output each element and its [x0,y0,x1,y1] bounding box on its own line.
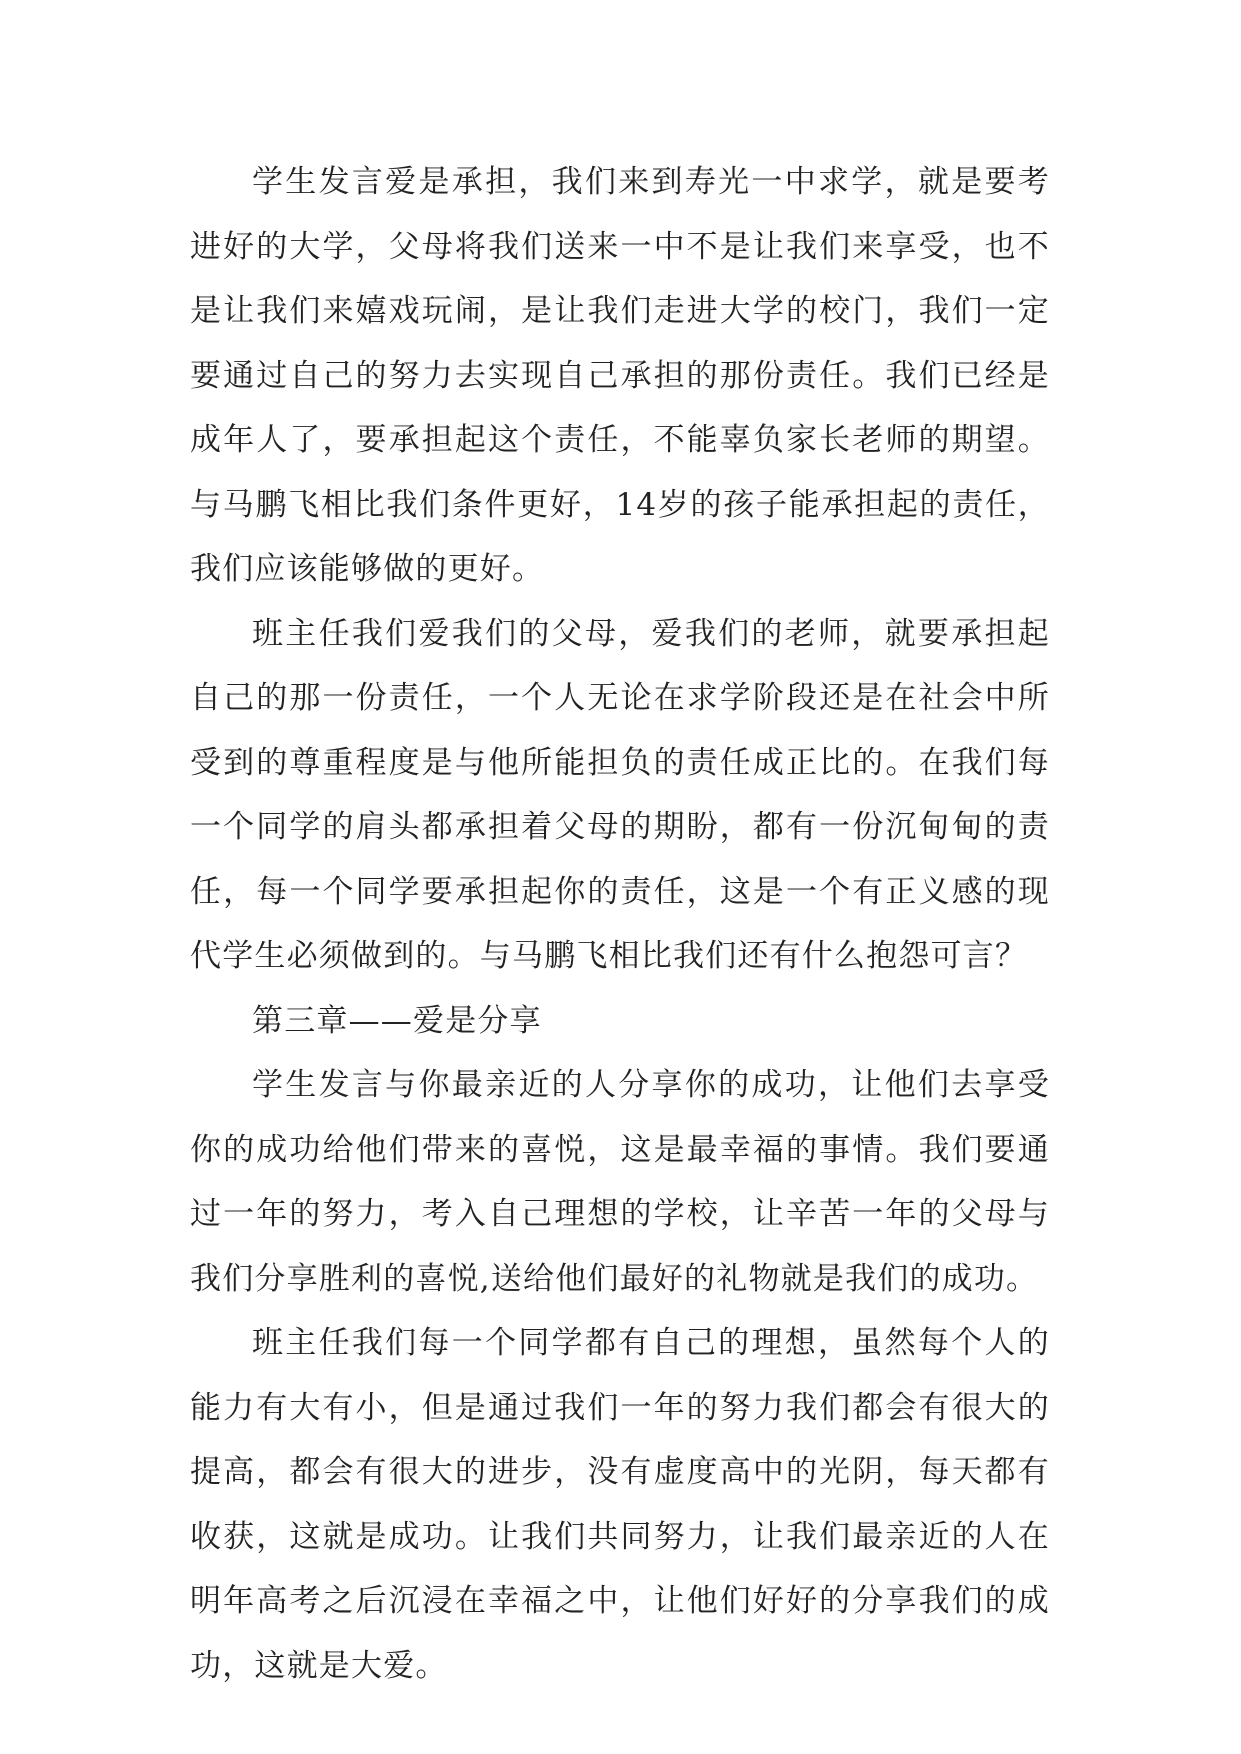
document-page [190,150,1050,1698]
paragraph-teacher-responsibility: 班主任我们爱我们的父母，爱我们的老师，就要承担起自己的那一份责任，一个人无论在求学阶段还是在社会中所受到的尊重程度是与他所能担负的责任成正比的。在我们每一个同学的肩头都承担着父母的期盼，都有一份沉甸甸的责任，每一个同学要承担起你的责任，这是一个有正义感的现代学生必须做到的。与马鹏飞相比我们还有什么抱怨可言？ [190,615,1050,974]
chapter-heading: 第三章——爱是分享 [252,1002,542,1039]
paragraph-student-sharing: 学生发言与你最亲近的人分享你的成功，让他们去享受你的成功给他们带来的喜悦，这是最幸福的事情。我们要通过一年的努力，考入自己理想的学校，让辛苦一年的父母与我们分享胜利的喜悦,送给他们最好的礼物就是我们的成功。 [190,1067,1050,1297]
paragraph-teacher-sharing: 班主任我们每一个同学都有自己的理想，虽然每个人的能力有大有小，但是通过我们一年的努力我们都会有很大的提高，都会有很大的进步，没有虚度高中的光阴，每天都有收获，这就是成功。让我们共同努力，让我们最亲近的人在明年高考之后沉浸在幸福之中，让他们好好的分享我们的成功，这就是大爱。 [190,1325,1050,1684]
paragraph-student-responsibility: 学生发言爱是承担，我们来到寿光一中求学，就是要考进好的大学，父母将我们送来一中不是让我们来享受，也不是让我们来嬉戏玩闹，是让我们走进大学的校门，我们一定要通过自己的努力去实现自己承担的那份责任。我们已经是成年人了，要承担起这个责任，不能辜负家长老师的期望。与马鹏飞相比我们条件更好，14岁的孩子能承担起的责任，我们应该能够做的更好。 [190,164,1050,587]
